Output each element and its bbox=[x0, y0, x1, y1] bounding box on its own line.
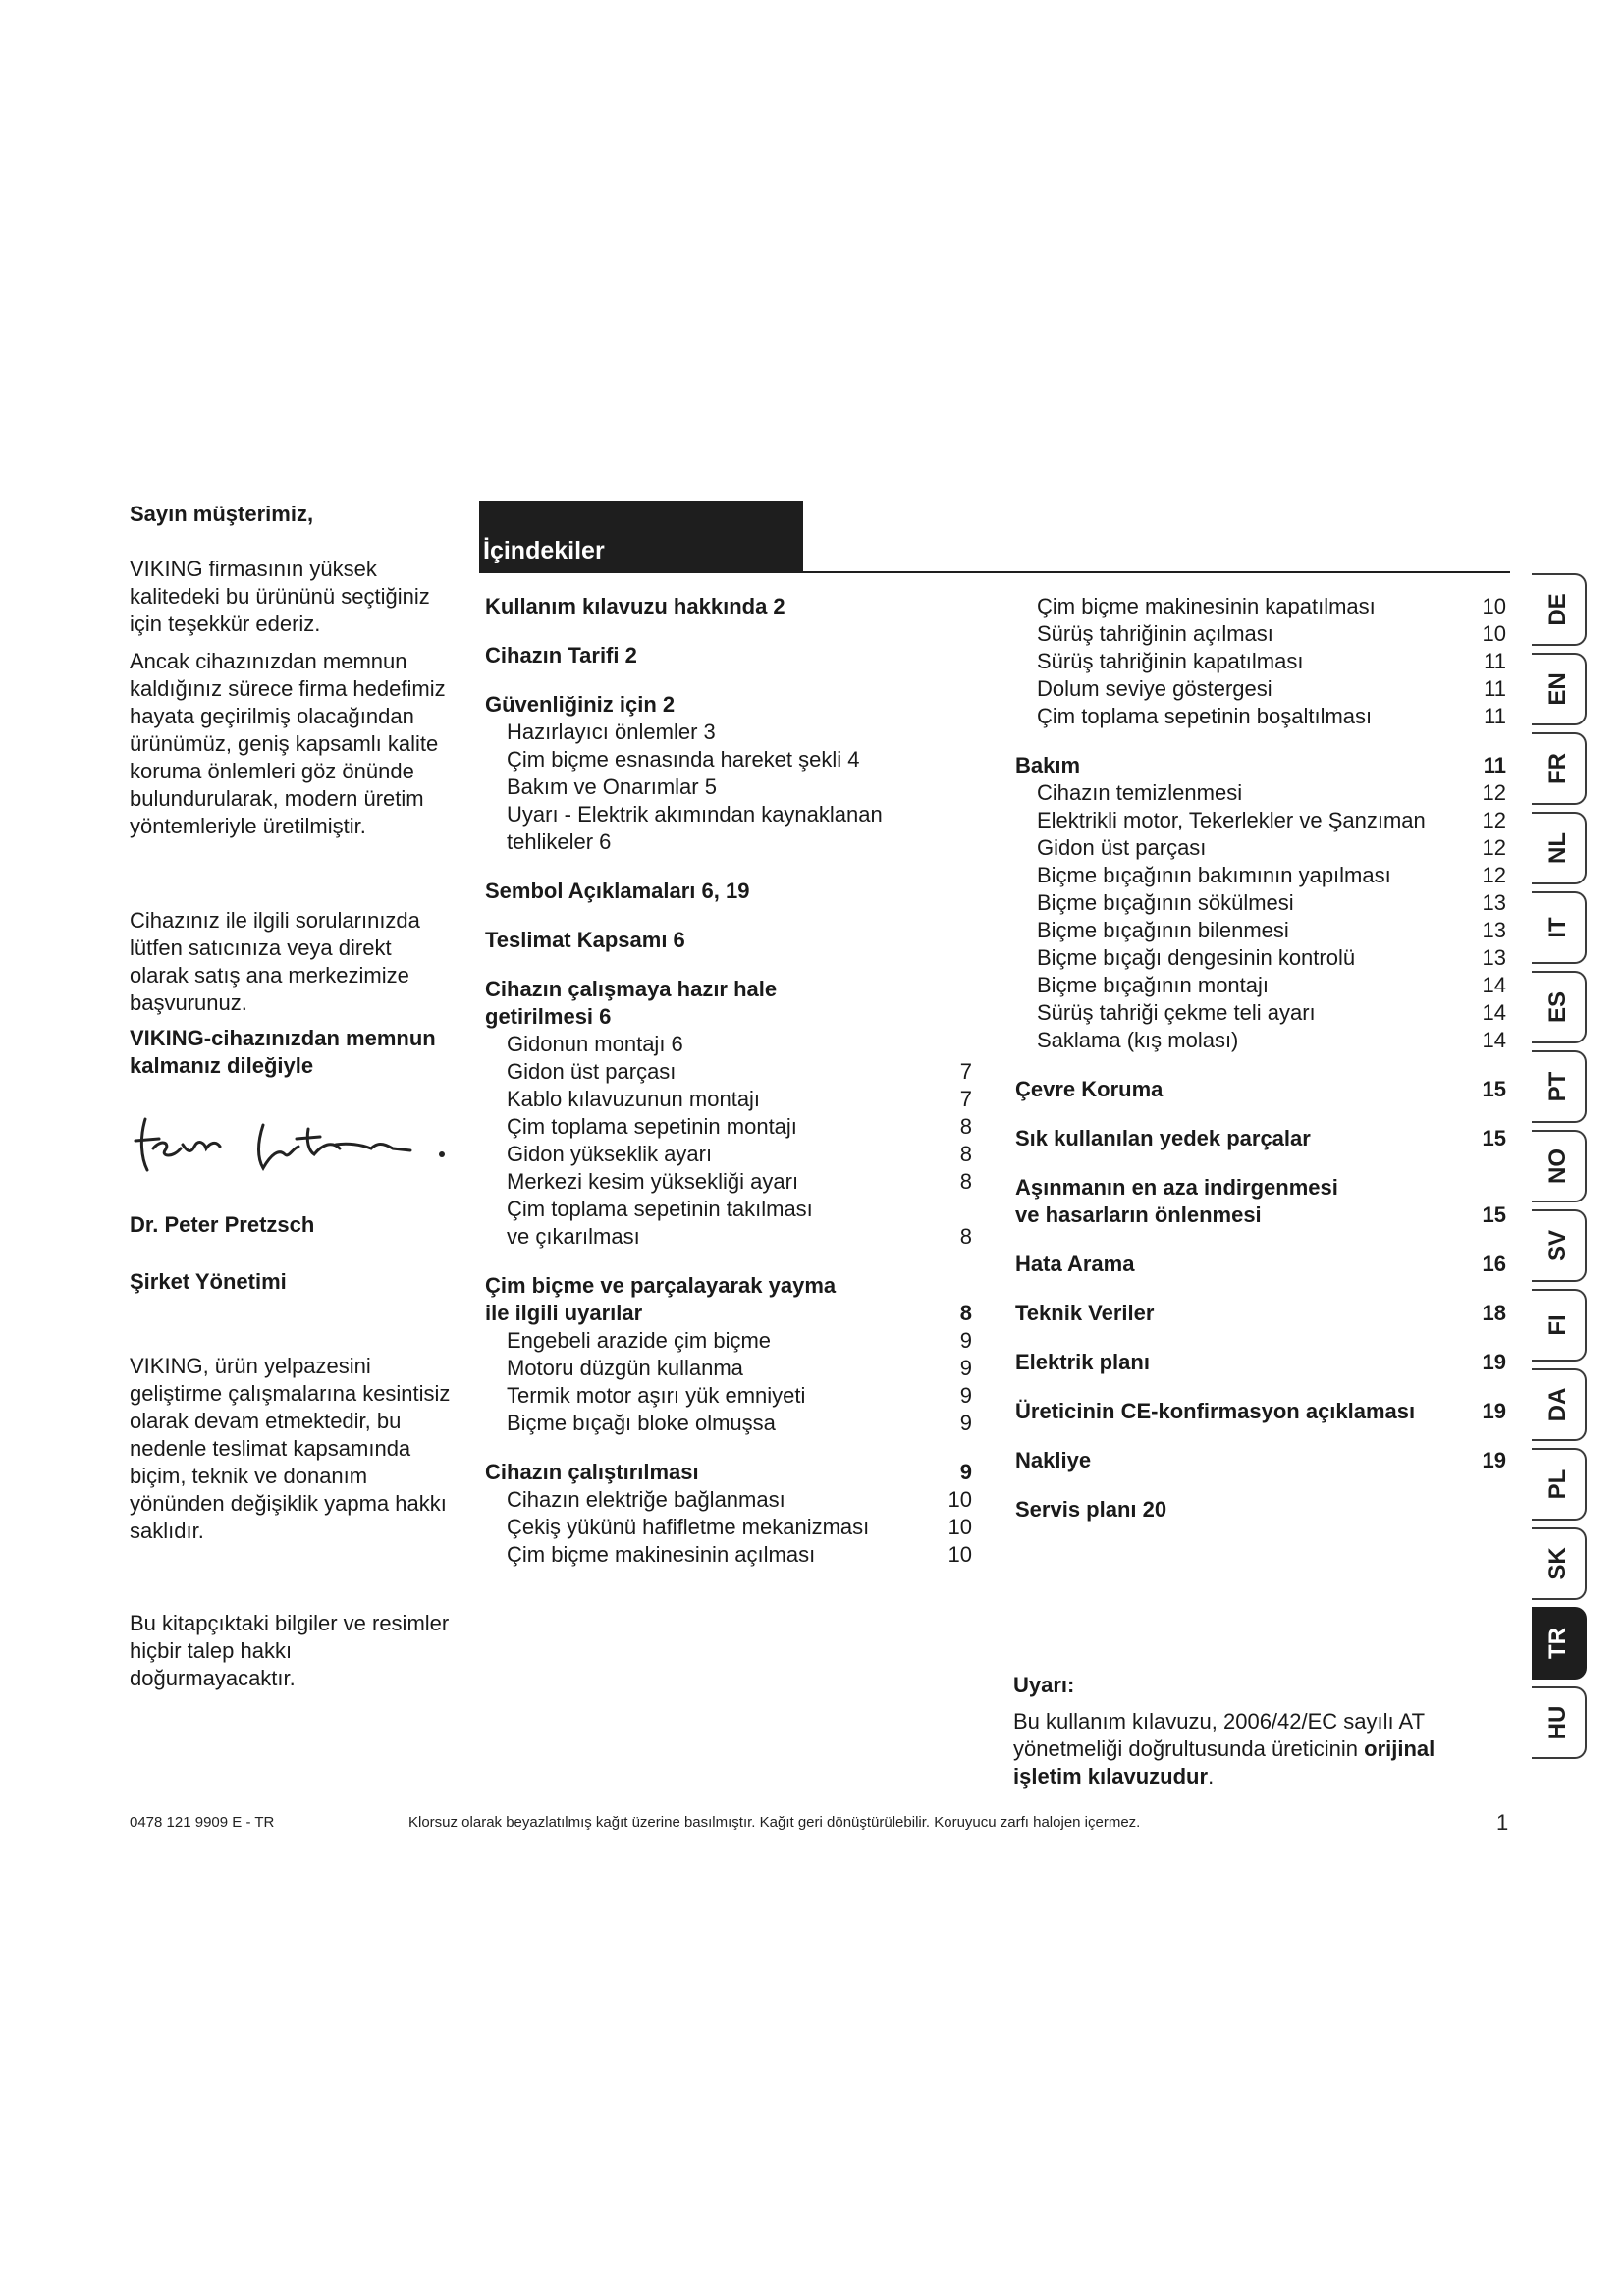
language-tab-label: ES bbox=[1544, 990, 1571, 1024]
note-text-regular: Bu kullanım kılavuzu, 2006/42/EC sayılı AT yönetmeliği doğrultusunda üreticinin bbox=[1013, 1709, 1425, 1761]
toc-entry-page: 10 bbox=[947, 1515, 972, 1539]
toc-entry-title: Aşınmanın en aza indirgenmesi bbox=[1015, 1175, 1338, 1200]
toc-entry-page: 15 bbox=[1482, 1077, 1506, 1101]
toc-entry-title: Termik motor aşırı yük emniyeti bbox=[507, 1383, 806, 1408]
language-tab-label: SV bbox=[1544, 1229, 1571, 1262]
toc-section-entry bbox=[485, 927, 972, 954]
toc-entry-title: Saklama (kış molası) bbox=[1037, 1028, 1239, 1052]
toc-spacer bbox=[1015, 1054, 1506, 1076]
language-tab-tr[interactable] bbox=[1532, 1607, 1587, 1680]
toc-entry-title: Teslimat Kapsamı 6 bbox=[485, 928, 685, 952]
toc-entry-page: 8 bbox=[959, 1169, 972, 1194]
toc-entry-page: 9 bbox=[959, 1383, 972, 1408]
note-text-bold: orijinal işletim kılavuzudur bbox=[1013, 1736, 1435, 1789]
toc-subsection-entry bbox=[485, 1486, 972, 1514]
toc-entry-page: 11 bbox=[1484, 649, 1506, 673]
toc-subsection-entry bbox=[485, 1168, 972, 1196]
toc-entry-title: Biçme bıçağı dengesinin kontrolü bbox=[1037, 945, 1356, 970]
toc-section-entry bbox=[1015, 1125, 1506, 1152]
toc-entry-title: Hata Arama bbox=[1015, 1252, 1135, 1276]
toc-section-entry bbox=[1015, 1496, 1506, 1523]
toc-entry-title: Motoru düzgün kullanma bbox=[507, 1356, 743, 1380]
language-tab-es[interactable] bbox=[1532, 971, 1587, 1043]
toc-section-entry bbox=[485, 593, 972, 620]
toc-entry-title: Elektrikli motor, Tekerlekler ve Şanzıman bbox=[1037, 808, 1426, 832]
toc-entry-title: Nakliye bbox=[1015, 1448, 1092, 1472]
toc-subsection-entry bbox=[1015, 889, 1506, 917]
language-tab-label: TR bbox=[1544, 1628, 1571, 1659]
toc-entry-title: Gidon yükseklik ayarı bbox=[507, 1142, 713, 1166]
toc-subsection-entry bbox=[485, 1141, 972, 1168]
toc-entry-page: 12 bbox=[1482, 835, 1506, 860]
toc-subsection-entry bbox=[1015, 703, 1506, 730]
toc-subsection-entry bbox=[485, 1382, 972, 1410]
toc-subsection-entry bbox=[1015, 807, 1506, 834]
toc-entry-page: 12 bbox=[1482, 808, 1506, 832]
changes-paragraph: VIKING, ürün yelpazesini geliştirme çalışmalarına kesintisiz olarak devam etmektedir, bu nedenle teslimat kapsamında biçim, teknik ve donanım yönünden değişiklik yapma hakkı saklıdır. bbox=[130, 1354, 451, 1543]
toc-entry-page: 12 bbox=[1482, 863, 1506, 887]
toc-subsection-entry bbox=[485, 1031, 972, 1058]
toc-entry-page: 14 bbox=[1482, 973, 1506, 997]
language-tab-hu[interactable] bbox=[1532, 1686, 1587, 1759]
toc-spacer bbox=[485, 620, 972, 642]
toc-spacer bbox=[1015, 730, 1506, 752]
language-tab-label: DA bbox=[1544, 1387, 1571, 1422]
toc-section-entry bbox=[1015, 1251, 1506, 1278]
toc-subsection-entry bbox=[1015, 862, 1506, 889]
toc-entry-title: Sürüş tahriğinin açılması bbox=[1037, 621, 1273, 646]
toc-subsection-entry bbox=[485, 1410, 972, 1437]
language-tab-sv[interactable] bbox=[1532, 1209, 1587, 1282]
toc-subsection-entry bbox=[1015, 1027, 1506, 1054]
toc-entry-page: 10 bbox=[947, 1542, 972, 1567]
language-tab-pt[interactable] bbox=[1532, 1050, 1587, 1123]
toc-entry-title: Sembol Açıklamaları 6, 19 bbox=[485, 879, 750, 903]
toc-spacer bbox=[485, 856, 972, 878]
toc-section-entry bbox=[1015, 1349, 1506, 1376]
toc-spacer bbox=[1015, 1229, 1506, 1251]
toc-entry-page: 13 bbox=[1482, 890, 1506, 915]
toc-heading: İçindekiler bbox=[483, 537, 605, 564]
toc-spacer bbox=[1015, 1152, 1506, 1174]
language-tab-sk[interactable] bbox=[1532, 1527, 1587, 1600]
disclaimer-paragraph: Bu kitapçıktaki bilgiler ve resimler hiçbir talep hakkı doğurmayacaktır. bbox=[130, 1611, 450, 1690]
toc-section-entry bbox=[485, 1459, 972, 1486]
toc-subsection-entry bbox=[485, 1327, 972, 1355]
language-tab-label: PL bbox=[1544, 1468, 1571, 1500]
toc-entry-page: 11 bbox=[1483, 753, 1506, 777]
page-number: 1 bbox=[1496, 1810, 1509, 1835]
toc-divider bbox=[479, 571, 1510, 573]
language-tab-label: SK bbox=[1544, 1547, 1571, 1580]
toc-spacer bbox=[1015, 1327, 1506, 1349]
toc-entry-page: 10 bbox=[1482, 594, 1506, 618]
toc-entry-title: Kablo kılavuzunun montajı bbox=[507, 1087, 761, 1111]
signatory-name: Dr. Peter Pretzsch bbox=[130, 1212, 315, 1237]
toc-entry-title: Cihazın elektriğe bağlanması bbox=[507, 1487, 785, 1512]
toc-section-entry bbox=[1015, 1174, 1506, 1201]
toc-entry-title: Cihazın temizlenmesi bbox=[1037, 780, 1243, 805]
toc-section-entry bbox=[485, 642, 972, 669]
toc-spacer bbox=[485, 669, 972, 691]
toc-subsection-entry bbox=[1015, 834, 1506, 862]
toc-subsection-entry bbox=[485, 1086, 972, 1113]
toc-entry-title: Biçme bıçağının montajı bbox=[1037, 973, 1270, 997]
toc-spacer bbox=[485, 954, 972, 976]
toc-entry-title: Elektrik planı bbox=[1015, 1350, 1150, 1374]
toc-entry-title: Cihazın çalışmaya hazır hale bbox=[485, 977, 778, 1001]
toc-entry-title: Çim toplama sepetinin boşaltılması bbox=[1037, 704, 1373, 728]
greeting-title: Sayın müşterimiz, bbox=[130, 502, 314, 526]
quality-paragraph: Ancak cihazınızdan memnun kaldığınız sürece firma hedefimiz hayata geçirilmiş olacağından ürünümüz, geniş kapsamlı kalite koruma önlemleri göz önünde bulundurularak, modern üretim yöntemleriyle üretilmiştir. bbox=[130, 649, 446, 838]
toc-entry-title: Güvenliğiniz için 2 bbox=[485, 692, 676, 717]
toc-entry-page: 15 bbox=[1482, 1126, 1506, 1150]
toc-subsection-entry bbox=[1015, 593, 1506, 620]
toc-entry-page: 13 bbox=[1482, 945, 1506, 970]
toc-entry-page: 16 bbox=[1482, 1252, 1506, 1276]
language-tab-label: NL bbox=[1544, 832, 1571, 864]
toc-entry-page: 9 bbox=[959, 1411, 972, 1435]
language-tab-fr[interactable] bbox=[1532, 732, 1587, 805]
toc-entry-title: Biçme bıçağının bilenmesi bbox=[1037, 918, 1289, 942]
toc-entry-title: Sık kullanılan yedek parçalar bbox=[1015, 1126, 1311, 1150]
toc-entry-page: 19 bbox=[1482, 1350, 1506, 1374]
toc-entry-title: Sürüş tahriği çekme teli ayarı bbox=[1037, 1000, 1316, 1025]
toc-entry-page: 8 bbox=[959, 1301, 972, 1325]
toc-entry-title: Çim biçme makinesinin açılması bbox=[507, 1542, 816, 1567]
toc-entry-title: Dolum seviye göstergesi bbox=[1037, 676, 1272, 701]
toc-entry-page: 10 bbox=[1482, 621, 1506, 646]
toc-entry-page: 11 bbox=[1484, 676, 1506, 701]
toc-subsection-entry bbox=[485, 1355, 972, 1382]
toc-entry-title: ile ilgili uyarılar bbox=[485, 1301, 643, 1325]
language-tab-label: HU bbox=[1544, 1705, 1571, 1740]
toc-entry-title: Bakım bbox=[1015, 753, 1081, 777]
language-tab-label: FI bbox=[1544, 1314, 1571, 1336]
toc-section-entry bbox=[1015, 752, 1506, 779]
toc-entry-title: Biçme bıçağının sökülmesi bbox=[1037, 890, 1294, 915]
note-title: Uyarı: bbox=[1013, 1673, 1075, 1697]
language-tab-pl[interactable] bbox=[1532, 1448, 1587, 1521]
language-tab-en[interactable] bbox=[1532, 653, 1587, 725]
toc-entry-title: Biçme bıçağının bakımının yapılması bbox=[1037, 863, 1391, 887]
toc-subsection-entry bbox=[1015, 999, 1506, 1027]
toc-entry-title: Çevre Koruma bbox=[1015, 1077, 1164, 1101]
closing-text: VIKING-cihazınızdan memnun kalmanız dileğiyle bbox=[130, 1026, 436, 1078]
toc-heading-box bbox=[479, 501, 803, 571]
toc-entry-title: Üreticinin CE-konfirmasyon açıklaması bbox=[1015, 1399, 1416, 1423]
toc-entry-title: Merkezi kesim yüksekliği ayarı bbox=[507, 1169, 799, 1194]
toc-entry-title: getirilmesi 6 bbox=[485, 1004, 612, 1029]
toc-entry-title: Engebeli arazide çim biçme bbox=[507, 1328, 772, 1353]
language-tab-fi[interactable] bbox=[1532, 1289, 1587, 1362]
toc-section-entry bbox=[1015, 1398, 1506, 1425]
toc-subsection-entry bbox=[485, 1223, 972, 1251]
toc-column-2 bbox=[1015, 593, 1506, 1523]
contact-paragraph: Cihazınız ile ilgili sorularınızda lütfen satıcınıza veya direkt olarak satış ana merkezimize başvurunuz. bbox=[130, 908, 420, 1015]
toc-subsection-entry bbox=[485, 774, 972, 801]
toc-entry-page: 9 bbox=[959, 1356, 972, 1380]
toc-entry-page: 9 bbox=[959, 1328, 972, 1353]
toc-entry-title: Çim biçme esnasında hareket şekli 4 bbox=[507, 747, 860, 772]
language-tab-label: DE bbox=[1544, 593, 1571, 626]
intro-paragraph: VIKING firmasının yüksek kalitedeki bu ürününü seçtiğiniz için teşekkür ederiz. bbox=[130, 557, 430, 636]
toc-entry-page: 7 bbox=[959, 1059, 972, 1084]
toc-subsection-entry bbox=[1015, 944, 1506, 972]
toc-entry-title: Gidon üst parçası bbox=[1037, 835, 1207, 860]
language-tab-label: IT bbox=[1544, 917, 1571, 938]
toc-subsection-entry bbox=[485, 1058, 972, 1086]
toc-entry-title: Çim biçme ve parçalayarak yayma bbox=[485, 1273, 837, 1298]
document-code: 0478 121 9909 E - TR bbox=[130, 1814, 275, 1831]
toc-entry-title: Hazırlayıcı önlemler 3 bbox=[507, 720, 716, 744]
toc-subsection-entry bbox=[485, 1196, 972, 1223]
toc-entry-page: 13 bbox=[1482, 918, 1506, 942]
toc-spacer bbox=[1015, 1474, 1506, 1496]
toc-entry-title: Teknik Veriler bbox=[1015, 1301, 1155, 1325]
toc-subsection-entry bbox=[1015, 917, 1506, 944]
language-tab-nl[interactable] bbox=[1532, 812, 1587, 884]
language-tab-da[interactable] bbox=[1532, 1368, 1587, 1441]
toc-entry-page: 7 bbox=[959, 1087, 972, 1111]
language-tab-no[interactable] bbox=[1532, 1130, 1587, 1202]
toc-entry-title: Gidonun montajı 6 bbox=[507, 1032, 683, 1056]
toc-entry-page: 14 bbox=[1482, 1028, 1506, 1052]
toc-entry-title: Çekiş yükünü hafifletme mekanizması bbox=[507, 1515, 870, 1539]
toc-spacer bbox=[1015, 1278, 1506, 1300]
toc-spacer bbox=[485, 905, 972, 927]
toc-entry-title: Biçme bıçağı bloke olmuşsa bbox=[507, 1411, 776, 1435]
language-tab-label: EN bbox=[1544, 672, 1571, 706]
toc-section-entry bbox=[485, 976, 972, 1003]
note-text: Bu kullanım kılavuzu, 2006/42/EC sayılı AT yönetmeliği doğrultusunda üreticinin orijinal işletim kılavuzudur. bbox=[1013, 1709, 1435, 1789]
toc-entry-title: Servis planı 20 bbox=[1015, 1497, 1167, 1522]
toc-entry-title: Cihazın çalıştırılması bbox=[485, 1460, 699, 1484]
toc-section-entry bbox=[485, 691, 972, 719]
toc-entry-page: 11 bbox=[1484, 704, 1506, 728]
toc-subsection-entry bbox=[485, 1541, 972, 1569]
language-tab-label: FR bbox=[1544, 753, 1571, 784]
toc-subsection-entry bbox=[1015, 972, 1506, 999]
toc-section-entry bbox=[1015, 1201, 1506, 1229]
toc-entry-page: 18 bbox=[1482, 1301, 1506, 1325]
toc-subsection-entry bbox=[485, 719, 972, 746]
language-tab-de[interactable] bbox=[1532, 573, 1587, 646]
toc-section-entry bbox=[1015, 1447, 1506, 1474]
toc-entry-title: ve çıkarılması bbox=[507, 1224, 640, 1249]
toc-section-entry bbox=[1015, 1300, 1506, 1327]
toc-spacer bbox=[485, 1251, 972, 1272]
toc-entry-page: 19 bbox=[1482, 1399, 1506, 1423]
signature-image bbox=[126, 1099, 460, 1178]
toc-entry-title: Gidon üst parçası bbox=[507, 1059, 677, 1084]
toc-subsection-entry bbox=[1015, 620, 1506, 648]
toc-entry-title: Bakım ve Onarımlar 5 bbox=[507, 774, 717, 799]
toc-entry-page: 15 bbox=[1482, 1202, 1506, 1227]
toc-entry-page: 12 bbox=[1482, 780, 1506, 805]
toc-entry-page: 8 bbox=[959, 1224, 972, 1249]
toc-section-entry bbox=[1015, 1076, 1506, 1103]
language-tab-it[interactable] bbox=[1532, 891, 1587, 964]
toc-entry-title: ve hasarların önlenmesi bbox=[1015, 1202, 1262, 1227]
toc-subsection-entry bbox=[1015, 648, 1506, 675]
toc-subsection-entry bbox=[485, 746, 972, 774]
toc-subsection-entry bbox=[485, 801, 972, 828]
toc-entry-title: Çim biçme makinesinin kapatılması bbox=[1037, 594, 1376, 618]
toc-entry-title: Çim toplama sepetinin montajı bbox=[507, 1114, 797, 1139]
signatory-role: Şirket Yönetimi bbox=[130, 1269, 287, 1294]
toc-subsection-entry bbox=[485, 1113, 972, 1141]
toc-section-entry bbox=[485, 1300, 972, 1327]
language-tab-label: PT bbox=[1544, 1071, 1571, 1102]
toc-entry-page: 8 bbox=[959, 1142, 972, 1166]
toc-spacer bbox=[1015, 1103, 1506, 1125]
toc-subsection-entry bbox=[1015, 779, 1506, 807]
toc-entry-page: 14 bbox=[1482, 1000, 1506, 1025]
toc-entry-title: Kullanım kılavuzu hakkında 2 bbox=[485, 594, 785, 618]
toc-entry-page: 19 bbox=[1482, 1448, 1506, 1472]
toc-entry-title: Çim toplama sepetinin takılması bbox=[507, 1197, 813, 1221]
toc-subsection-entry bbox=[485, 1514, 972, 1541]
toc-subsection-entry bbox=[485, 828, 972, 856]
toc-entry-page: 9 bbox=[959, 1460, 972, 1484]
paper-notice: Klorsuz olarak beyazlatılmış kağıt üzerine basılmıştır. Kağıt geri dönüştürülebilir. Koruyucu zarfı halojen içermez. bbox=[408, 1814, 1141, 1831]
toc-spacer bbox=[1015, 1425, 1506, 1447]
toc-spacer bbox=[485, 1437, 972, 1459]
toc-section-entry bbox=[485, 1003, 972, 1031]
toc-entry-title: Cihazın Tarifi 2 bbox=[485, 643, 637, 667]
toc-spacer bbox=[1015, 1376, 1506, 1398]
toc-entry-page: 8 bbox=[959, 1114, 972, 1139]
toc-entry-title: Sürüş tahriğinin kapatılması bbox=[1037, 649, 1304, 673]
toc-entry-title: tehlikeler 6 bbox=[507, 829, 612, 854]
toc-entry-page: 10 bbox=[947, 1487, 972, 1512]
toc-subsection-entry bbox=[1015, 675, 1506, 703]
toc-column-1 bbox=[485, 593, 972, 1569]
language-tab-label: NO bbox=[1544, 1148, 1571, 1184]
toc-section-entry bbox=[485, 878, 972, 905]
toc-section-entry bbox=[485, 1272, 972, 1300]
toc-entry-title: Uyarı - Elektrik akımından kaynaklanan bbox=[507, 802, 883, 827]
